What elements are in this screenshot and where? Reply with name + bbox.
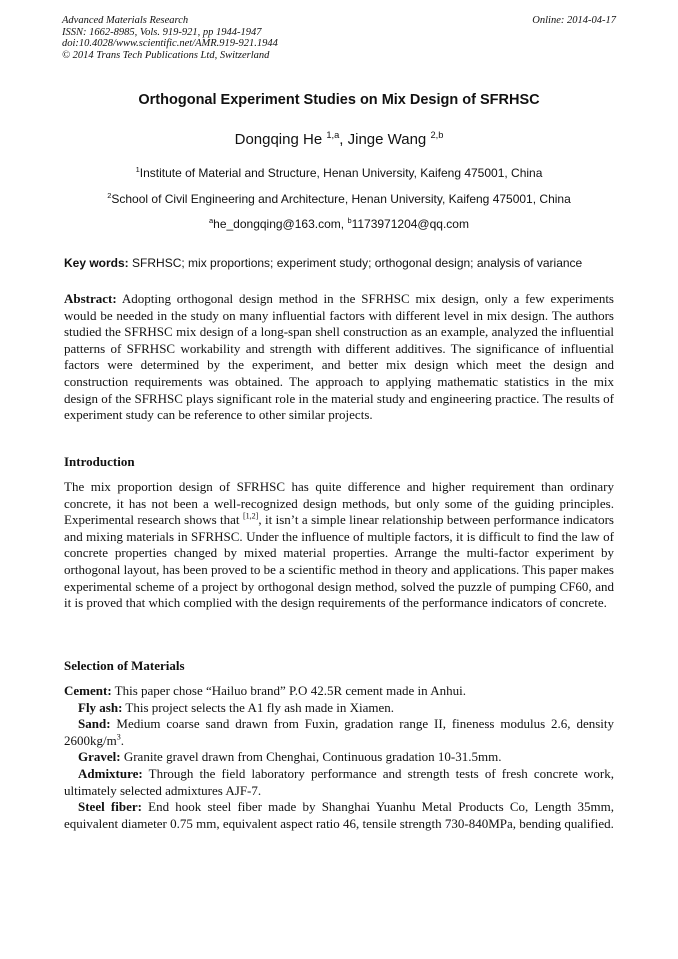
introduction-body — [64, 479, 614, 612]
sand-end: . — [120, 732, 125, 748]
introduction-heading: Introduction — [64, 454, 135, 469]
material-fly-ash — [64, 700, 614, 717]
paper-title: Orthogonal Experiment Studies on Mix Design of SFRHSC — [138, 92, 540, 108]
gravel-label: Gravel: — [78, 749, 121, 765]
sand-text: Medium coarse sand drawn from Fuxin, gradation range II, fineness modulus 2.6, density 2600kg/m — [64, 716, 614, 748]
affiliation-2 — [40, 192, 638, 206]
journal-name: Advanced Materials Research — [62, 15, 189, 26]
author-emails — [40, 217, 638, 231]
affiliation-2-sup: 2 — [107, 191, 112, 200]
abstract-label: Abstract: — [64, 291, 117, 306]
journal-doi: doi:10.4028/www.scientific.net/AMR.919-921.1944 — [62, 38, 278, 49]
affiliation-1-sup: 1 — [135, 165, 140, 174]
journal-copyright: © 2014 Trans Tech Publications Ltd, Switzerland — [62, 49, 270, 61]
fiber-label: Steel fiber: — [78, 799, 142, 815]
journal-issn: ISSN: 1662-8985, Vols. 919-921, pp 1944-1947 — [62, 26, 262, 38]
materials-heading: Selection of Materials — [64, 658, 185, 673]
affiliation-2-text: School of Civil Engineering and Architecture, Henan University, Kaifeng 475001, China — [111, 192, 571, 206]
flyash-label: Fly ash: — [78, 699, 123, 715]
affiliation-1 — [40, 166, 638, 180]
abstract — [64, 291, 614, 424]
material-admixture — [64, 766, 614, 799]
online-date: Online: 2014-04-17 — [532, 15, 616, 26]
author-sup-1: 1,a — [326, 130, 340, 140]
introduction-text-1: The mix proportion design of SFRHSC has quite difference and higher requirement than ordinary concrete, it has not been a well-recognized design methods, but only some of the guiding principles. Experimental research shows that — [64, 479, 614, 528]
flyash-text: This project selects the A1 fly ash made in Xiamen. — [122, 699, 395, 715]
email-b-sup: b — [347, 216, 352, 225]
keywords-text: SFRHSC; mix proportions; experiment study; orthogonal design; analysis of variance — [128, 256, 583, 270]
fiber-text: End hook steel fiber made by Shanghai Yuanhu Metal Products Co, Length 35mm, equivalent diameter 0.75 mm, equivalent aspect ratio 46, tensile strength 730-840MPa, bending qualified. — [64, 799, 614, 831]
author-sup-2: 2,b — [430, 130, 444, 140]
gravel-text: Granite gravel drawn from Chenghai, Continuous gradation 10-31.5mm. — [120, 749, 502, 765]
email-a-sup: a — [209, 216, 214, 225]
materials-body — [64, 683, 614, 832]
journal-header — [62, 15, 616, 61]
material-cement — [64, 683, 614, 700]
email-a: he_dongqing@163.com, — [213, 217, 348, 231]
keywords — [64, 256, 620, 270]
cement-label: Cement: — [64, 683, 112, 698]
sand-label: Sand: — [78, 716, 111, 732]
cement-text: This paper chose “Hailuo brand” P.O 42.5R cement made in Anhui. — [111, 683, 466, 698]
author-list — [40, 131, 638, 148]
author-separator-and-name-2: , Jinge Wang — [339, 131, 431, 148]
sand-unit-sup: 3 — [116, 732, 121, 742]
introduction-text-2: , it isn’t a simple linear relationship between performance indicators and mixing materials in SFRHSC. Under the influence of multiple factors, it is difficult to find the law of concrete properties changed by mixed material properties. Arrange the multi-factor experiment by orthogonal layout, has been proved to be a scientific method in theory and applications. This paper makes experimental scheme of a project by orthogonal design method, solved the puzzle of pumping CF60, and it is proved that which complied with the design requirements of the performance indicators of concrete. — [64, 512, 614, 611]
email-b: 1173971204@qq.com — [351, 217, 469, 231]
material-sand — [64, 716, 614, 749]
abstract-text: Adopting orthogonal design method in the SFRHSC mix design, only a few experiments would be needed in the study on many influential factors with different level in mix design. The authors studied the SFRHSC mix design of a long-span shell construction as an example, analyzed the influential patterns of SFRHSC workability and strength with different additives. The significance of influential factors were determined by the experiment, and better mix design which meet the design and construction requirements was obtained. The approach to applying mathematic statistics in the mix design of the SFRHSC plays significant role in the material study and engineering practice. The results of experiment study can be reference to other similar projects. — [64, 291, 614, 423]
admixture-label: Admixture: — [78, 765, 143, 781]
author-name-1: Dongqing He — [234, 131, 327, 148]
admixture-text: Through the field laboratory performance and strength tests of fresh concrete work, ultimately selected admixtures AJF-7. — [64, 765, 614, 798]
affiliation-1-text: Institute of Material and Structure, Henan University, Kaifeng 475001, China — [139, 166, 543, 180]
keywords-label: Key words: — [64, 256, 129, 270]
citation-ref: [1,2] — [242, 511, 259, 521]
material-gravel — [64, 749, 614, 766]
material-steel-fiber — [64, 799, 614, 832]
